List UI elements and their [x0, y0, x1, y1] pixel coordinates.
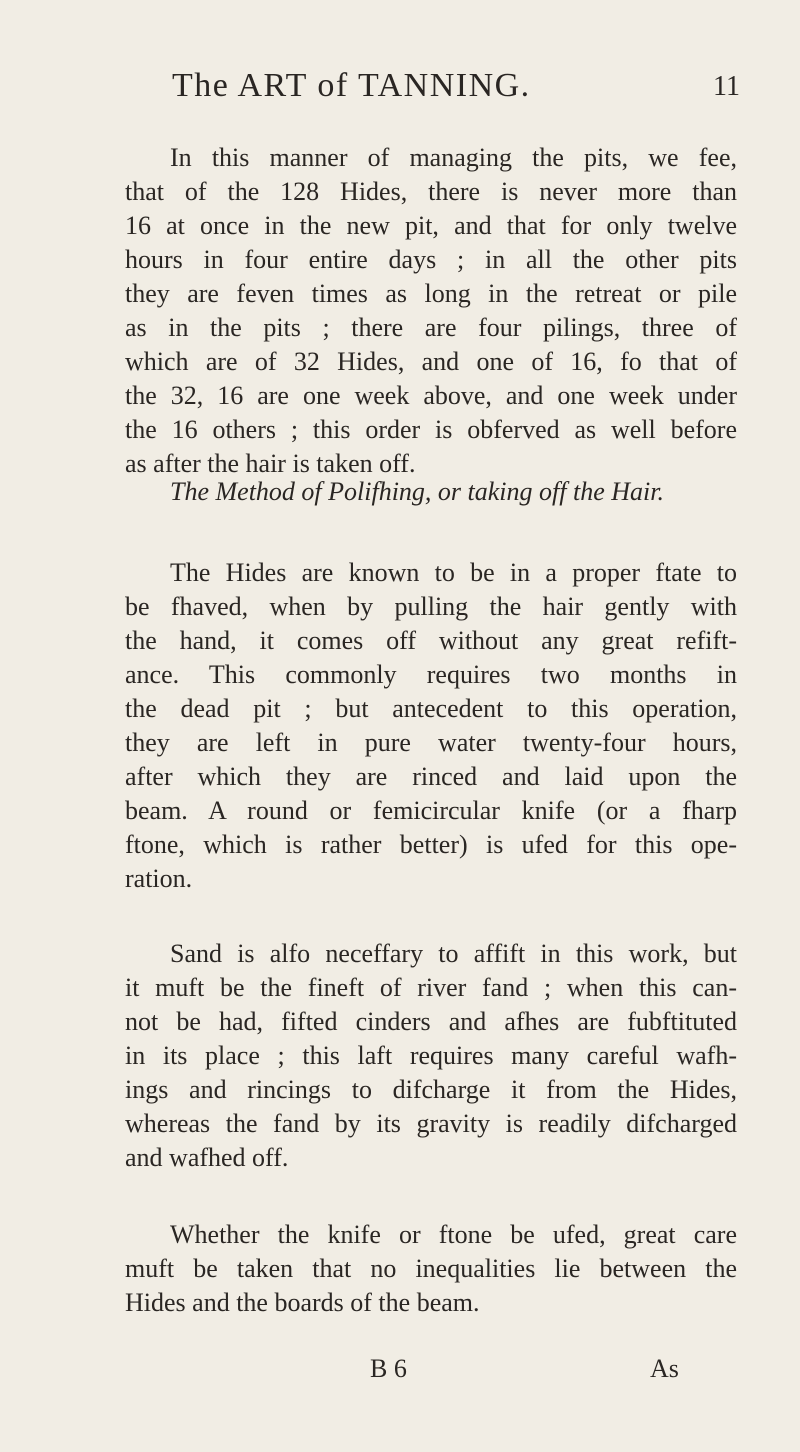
text-line: and wafhed off.: [125, 1143, 289, 1172]
text-line: the dead pit ; but antecedent to this operation,: [125, 694, 737, 723]
text-line: ings and rincings to difcharge it from the Hides,: [125, 1075, 737, 1104]
text-line: beam. A round or femicircular knife (or a fharp: [125, 796, 737, 825]
text-line: they are left in pure water twenty-four hours,: [125, 728, 737, 757]
section-heading: The Method of Polifhing, or taking off the Hair.: [170, 477, 664, 506]
text-line: ance. This commonly requires two months in: [125, 660, 737, 689]
text-line: in its place ; this laft requires many careful wafh-: [125, 1041, 737, 1070]
text-line: the 16 others ; this order is obferved as well before: [125, 415, 737, 444]
text-line: In this manner of managing the pits, we fee,: [170, 143, 737, 172]
text-line: whereas the fand by its gravity is readily difcharged: [125, 1109, 737, 1138]
text-line: muft be taken that no inequalities lie between the: [125, 1254, 737, 1283]
page-number: 11: [713, 71, 740, 102]
text-line: as after the hair is taken off.: [125, 449, 416, 478]
text-line: ration.: [125, 864, 193, 893]
text-line: Sand is alfo neceffary to affift in this work, but: [170, 939, 737, 968]
text-line: as in the pits ; there are four pilings, three of: [125, 313, 737, 342]
text-line: be fhaved, when by pulling the hair gently with: [125, 592, 737, 621]
text-line: after which they are rinced and laid upon the: [125, 762, 737, 791]
signature-mark: B 6: [370, 1354, 407, 1383]
running-head: [172, 66, 740, 106]
text-line: hours in four entire days ; in all the other pits: [125, 245, 737, 274]
text-line: Hides and the boards of the beam.: [125, 1288, 480, 1317]
text-line: the hand, it comes off without any great refift-: [125, 626, 737, 655]
catchword: As: [650, 1354, 679, 1383]
text-line: they are feven times as long in the retreat or pile: [125, 279, 737, 308]
text-line: 16 at once in the new pit, and that for only twelve: [125, 211, 737, 240]
running-title: The ART of TANNING.: [172, 67, 531, 104]
text-line: the 32, 16 are one week above, and one week under: [125, 381, 737, 410]
text-line: which are of 32 Hides, and one of 16, fo that of: [125, 347, 737, 376]
text-line: The Hides are known to be in a proper ftate to: [170, 558, 737, 587]
text-line: not be had, fifted cinders and afhes are fubftituted: [125, 1007, 737, 1036]
text-line: that of the 128 Hides, there is never more than: [125, 177, 737, 206]
text-line: it muft be the fineft of river fand ; when this can-: [125, 973, 737, 1002]
text-line: ftone, which is rather better) is ufed for this ope-: [125, 830, 737, 859]
text-line: Whether the knife or ftone be ufed, great care: [170, 1220, 737, 1249]
